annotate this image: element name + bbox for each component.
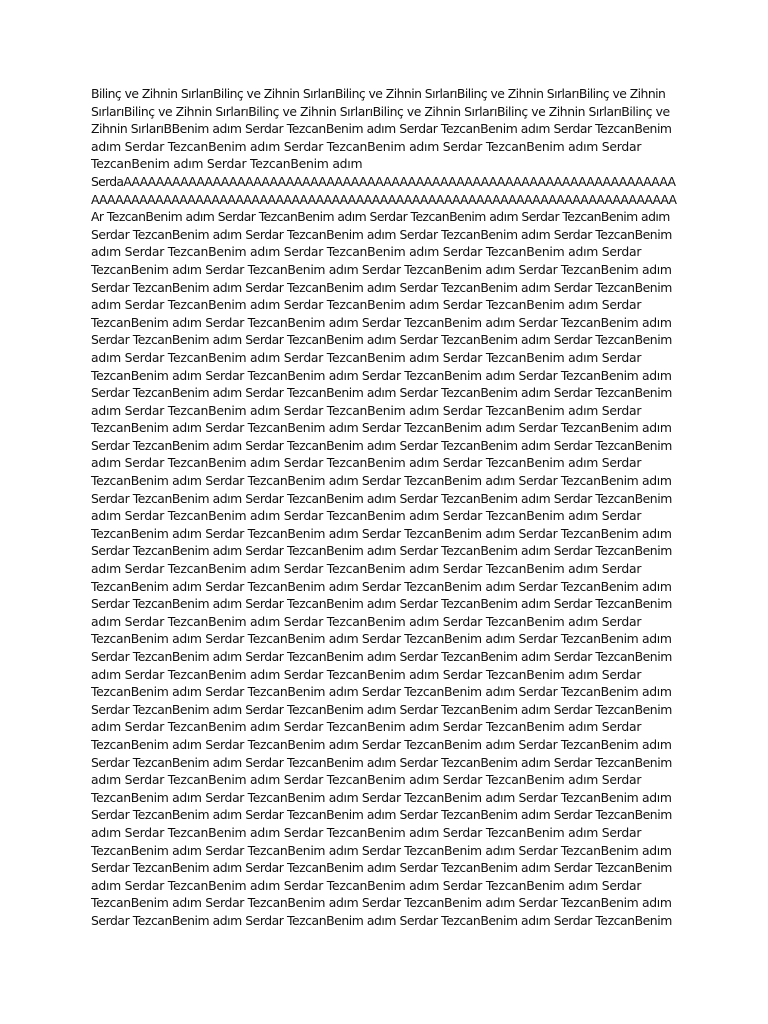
text-line: Serdar TezcanBenim adım Serdar TezcanBenim adım Serdar TezcanBenim adım Serdar TezcanBenim	[91, 701, 672, 717]
text-line: TezcanBenim adım Serdar TezcanBenim adım Serdar TezcanBenim adım Serdar TezcanBenim adım	[91, 473, 672, 489]
body-text	[91, 85, 676, 930]
text-line: Serdar TezcanBenim adım Serdar TezcanBenim adım Serdar TezcanBenim adım Serdar TezcanBenim	[91, 226, 672, 242]
text-line: TezcanBenim adım Serdar TezcanBenim adım Serdar TezcanBenim adım Serdar TezcanBenim adım	[91, 842, 672, 858]
text-line: TezcanBenim adım Serdar TezcanBenim adım Serdar TezcanBenim adım Serdar TezcanBenim adım	[91, 684, 672, 700]
text-line: TezcanBenim adım Serdar TezcanBenim adım Serdar TezcanBenim adım Serdar TezcanBenim adım	[91, 895, 672, 911]
text-line: Serdar TezcanBenim adım Serdar TezcanBenim adım Serdar TezcanBenim adım Serdar TezcanBenim	[91, 437, 672, 453]
text-line: adım Serdar TezcanBenim adım Serdar TezcanBenim adım Serdar TezcanBenim adım Serdar	[91, 349, 642, 365]
text-line: adım Serdar TezcanBenim adım Serdar TezcanBenim adım Serdar TezcanBenim adım Serdar	[91, 455, 642, 471]
text-line: TezcanBenim adım Serdar TezcanBenim adım Serdar TezcanBenim adım Serdar TezcanBenim adım	[91, 314, 672, 330]
text-line: Serdar TezcanBenim adım Serdar TezcanBenim adım Serdar TezcanBenim adım Serdar TezcanBenim	[91, 490, 672, 506]
text-line: adım Serdar TezcanBenim adım Serdar TezcanBenim adım Serdar TezcanBenim adım Serdar	[91, 297, 642, 313]
text-line: adım Serdar TezcanBenim adım Serdar TezcanBenim adım Serdar TezcanBenim adım Serdar	[91, 719, 642, 735]
text-line: Serdar TezcanBenim adım Serdar TezcanBenim adım Serdar TezcanBenim adım Serdar TezcanBenim	[91, 649, 672, 664]
text-line: adım Serdar TezcanBenim adım Serdar TezcanBenim adım Serdar TezcanBenim adım Serdar	[91, 244, 642, 260]
text-line: Serdar TezcanBenim adım Serdar TezcanBenim adım Serdar TezcanBenim adım Serdar TezcanBenim	[91, 385, 672, 401]
text-line: TezcanBenim adım Serdar TezcanBenim adım Serdar TezcanBenim adım Serdar TezcanBenim adım	[91, 525, 672, 541]
text-line: Serdar TezcanBenim adım Serdar TezcanBenim adım Serdar TezcanBenim adım Serdar TezcanBenim	[91, 279, 672, 295]
text-line: Ar TezcanBenim adım Serdar TezcanBenim adım Serdar TezcanBenim adım Serdar TezcanBenim adım	[91, 209, 670, 225]
text-line: adım Serdar TezcanBenim adım Serdar TezcanBenim adım Serdar TezcanBenim adım Serdar	[91, 772, 642, 788]
text-line: adım Serdar TezcanBenim adım Serdar TezcanBenim adım Serdar TezcanBenim adım Serdar	[91, 877, 642, 893]
text-line: AAAAAAAAAAAAAAAAAAAAAAAAAAAAAAAAAAAAAAAAAAAAAAAAAAAAAAAAAAAAAAAAAAAAAAAAA	[91, 191, 677, 207]
text-line: Serdar TezcanBenim adım Serdar TezcanBenim adım Serdar TezcanBenim adım Serdar TezcanBenim	[91, 332, 672, 348]
text-line: TezcanBenim adım Serdar TezcanBenim adım Serdar TezcanBenim adım Serdar TezcanBenim adım	[91, 789, 672, 805]
text-line: TezcanBenim adım Serdar TezcanBenim adım Serdar TezcanBenim adım Serdar TezcanBenim adım	[91, 736, 672, 752]
text-line: TezcanBenim adım Serdar TezcanBenim adım Serdar TezcanBenim adım Serdar TezcanBenim adım	[91, 631, 672, 647]
text-line: Serdar TezcanBenim adım Serdar TezcanBenim adım Serdar TezcanBenim adım Serdar TezcanBenim	[91, 860, 672, 876]
text-line: adım Serdar TezcanBenim adım Serdar TezcanBenim adım Serdar TezcanBenim adım Serdar	[91, 138, 642, 154]
text-line: adım Serdar TezcanBenim adım Serdar TezcanBenim adım Serdar TezcanBenim adım Serdar	[91, 508, 642, 524]
text-line: Serdar TezcanBenim adım Serdar TezcanBenim adım Serdar TezcanBenim adım Serdar TezcanBenim	[91, 754, 672, 770]
text-line: adım Serdar TezcanBenim adım Serdar TezcanBenim adım Serdar TezcanBenim adım Serdar	[91, 402, 642, 418]
text-line: Serdar TezcanBenim adım Serdar TezcanBenim adım Serdar TezcanBenim adım Serdar TezcanBenim	[91, 912, 672, 928]
text-line: TezcanBenim adım Serdar TezcanBenim adım Serdar TezcanBenim adım Serdar TezcanBenim adım	[91, 578, 672, 594]
text-line: SerdaAAAAAAAAAAAAAAAAAAAAAAAAAAAAAAAAAAAAAAAAAAAAAAAAAAAAAAAAAAAAAAAAAAAA	[91, 173, 676, 189]
text-line: adım Serdar TezcanBenim adım Serdar TezcanBenim adım Serdar TezcanBenim adım Serdar	[91, 666, 642, 682]
text-line: adım Serdar TezcanBenim adım Serdar TezcanBenim adım Serdar TezcanBenim adım Serdar	[91, 561, 642, 577]
text-line: Bilinç ve Zihnin SırlarıBilinç ve Zihnin SırlarıBilinç ve Zihnin SırlarıBilinç ve Zihnin SırlarıBilinç ve Zihnin	[91, 86, 666, 101]
text-line: TezcanBenim adım Serdar TezcanBenim adım Serdar TezcanBenim adım Serdar TezcanBenim adım	[91, 420, 672, 436]
text-line: adım Serdar TezcanBenim adım Serdar TezcanBenim adım Serdar TezcanBenim adım Serdar	[91, 613, 642, 629]
text-line: Zihnin SırlarıBBenim adım Serdar TezcanBenim adım Serdar TezcanBenim adım Serdar TezcanBenim	[91, 121, 672, 137]
text-line: TezcanBenim adım Serdar TezcanBenim adım Serdar TezcanBenim adım Serdar TezcanBenim adım	[91, 367, 672, 383]
text-line: TezcanBenim adım Serdar TezcanBenim adım Serdar TezcanBenim adım Serdar TezcanBenim adım	[91, 261, 672, 277]
text-line: Serdar TezcanBenim adım Serdar TezcanBenim adım Serdar TezcanBenim adım Serdar TezcanBenim	[91, 596, 672, 612]
text-line: SırlarıBilinç ve Zihnin SırlarıBilinç ve Zihnin SırlarıBilinç ve Zihnin SırlarıBilinç ve Zihnin SırlarıBilinç ve	[91, 103, 670, 119]
text-line: Serdar TezcanBenim adım Serdar TezcanBenim adım Serdar TezcanBenim adım Serdar TezcanBenim	[91, 543, 672, 559]
text-line: TezcanBenim adım Serdar TezcanBenim adım	[91, 156, 363, 172]
text-line: adım Serdar TezcanBenim adım Serdar TezcanBenim adım Serdar TezcanBenim adım Serdar	[91, 824, 642, 840]
text-line: Serdar TezcanBenim adım Serdar TezcanBenim adım Serdar TezcanBenim adım Serdar TezcanBenim	[91, 807, 672, 823]
